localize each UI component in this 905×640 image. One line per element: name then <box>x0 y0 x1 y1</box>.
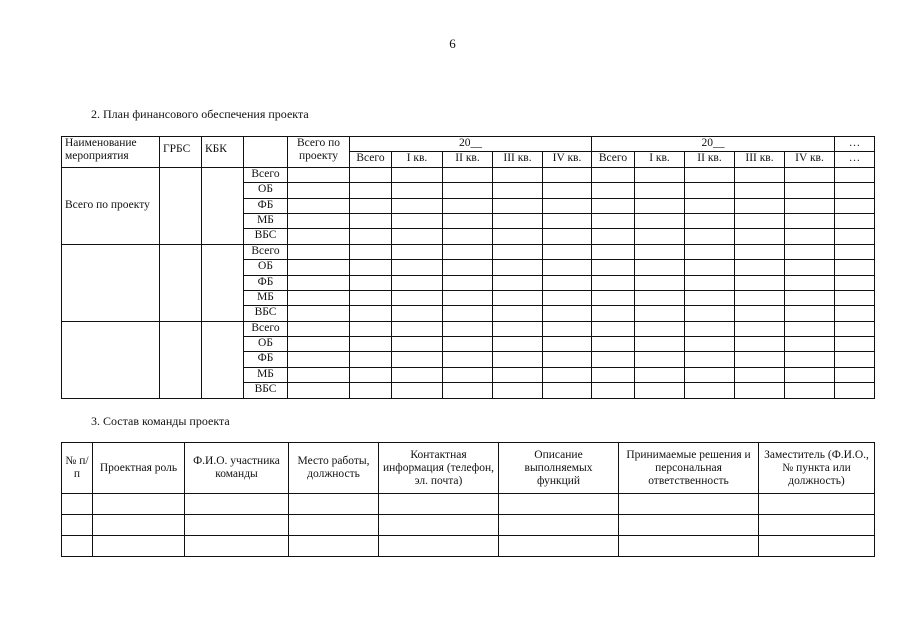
value-cell <box>288 198 350 213</box>
value-cell <box>493 167 543 182</box>
block-name <box>62 244 160 321</box>
quarter-header: II кв. <box>685 152 735 167</box>
value-cell <box>493 306 543 321</box>
team-cell <box>619 494 759 515</box>
team-cell <box>93 494 185 515</box>
source-label: ФБ <box>244 352 288 367</box>
value-cell <box>443 260 493 275</box>
value-cell <box>685 290 735 305</box>
grbs-cell <box>160 244 202 321</box>
value-cell <box>443 275 493 290</box>
table-row <box>62 244 875 259</box>
value-cell <box>392 275 443 290</box>
kbk-cell <box>202 167 244 244</box>
value-cell <box>685 337 735 352</box>
col-header-year1: 20__ <box>350 137 592 152</box>
value-cell <box>592 229 635 244</box>
value-cell <box>735 290 785 305</box>
value-cell <box>735 383 785 398</box>
source-label: ОБ <box>244 183 288 198</box>
value-cell <box>443 337 493 352</box>
value-cell <box>493 337 543 352</box>
value-cell <box>493 367 543 382</box>
value-cell <box>785 260 835 275</box>
value-cell <box>635 229 685 244</box>
value-cell <box>835 198 875 213</box>
value-cell <box>735 183 785 198</box>
value-cell <box>685 183 735 198</box>
value-cell <box>735 260 785 275</box>
col-header-kbk: КБК <box>202 137 244 168</box>
quarter-header: Всего <box>350 152 392 167</box>
value-cell <box>350 275 392 290</box>
source-label: ВБС <box>244 229 288 244</box>
value-cell <box>592 213 635 228</box>
value-cell <box>543 260 592 275</box>
value-cell <box>392 306 443 321</box>
value-cell <box>685 306 735 321</box>
value-cell <box>443 321 493 336</box>
section-3-title: 3. Состав команды проекта <box>91 414 230 428</box>
value-cell <box>685 167 735 182</box>
value-cell <box>543 352 592 367</box>
value-cell <box>785 183 835 198</box>
table-row <box>62 494 875 515</box>
team-col-header: Описание выполняемых функций <box>499 443 619 494</box>
value-cell <box>543 383 592 398</box>
team-cell <box>499 515 619 536</box>
value-cell <box>685 383 735 398</box>
value-cell <box>543 290 592 305</box>
table-row <box>62 515 875 536</box>
quarter-header: IV кв. <box>785 152 835 167</box>
value-cell <box>443 213 493 228</box>
value-cell <box>350 337 392 352</box>
value-cell <box>735 367 785 382</box>
source-label: ВБС <box>244 383 288 398</box>
value-cell <box>735 198 785 213</box>
team-col-header: Место работы, должность <box>289 443 379 494</box>
value-cell <box>350 244 392 259</box>
value-cell <box>835 275 875 290</box>
team-cell <box>289 515 379 536</box>
team-cell <box>289 536 379 557</box>
table-row <box>62 321 875 336</box>
value-cell <box>543 183 592 198</box>
value-cell <box>493 321 543 336</box>
value-cell <box>288 383 350 398</box>
value-cell <box>592 183 635 198</box>
value-cell <box>350 260 392 275</box>
block-name: Всего по проекту <box>62 167 160 244</box>
value-cell <box>288 167 350 182</box>
value-cell <box>443 229 493 244</box>
value-cell <box>735 244 785 259</box>
value-cell <box>635 213 685 228</box>
value-cell <box>835 183 875 198</box>
kbk-cell <box>202 244 244 321</box>
value-cell <box>443 198 493 213</box>
value-cell <box>785 306 835 321</box>
col-header-name: Наименование мероприятия <box>62 137 160 168</box>
team-cell <box>379 494 499 515</box>
value-cell <box>288 306 350 321</box>
value-cell <box>635 367 685 382</box>
value-cell <box>592 244 635 259</box>
value-cell <box>785 229 835 244</box>
value-cell <box>392 167 443 182</box>
value-cell <box>392 321 443 336</box>
quarter-header: III кв. <box>735 152 785 167</box>
team-cell <box>185 494 289 515</box>
team-cell <box>759 536 875 557</box>
col-header-ellipsis: … <box>835 152 875 167</box>
value-cell <box>685 213 735 228</box>
value-cell <box>493 290 543 305</box>
value-cell <box>392 244 443 259</box>
value-cell <box>685 367 735 382</box>
value-cell <box>392 198 443 213</box>
team-cell <box>93 536 185 557</box>
value-cell <box>635 321 685 336</box>
value-cell <box>543 367 592 382</box>
value-cell <box>785 367 835 382</box>
team-col-header: Контактная информация (телефон, эл. почта) <box>379 443 499 494</box>
col-header-ellipsis: … <box>835 137 875 152</box>
value-cell <box>350 306 392 321</box>
value-cell <box>443 367 493 382</box>
value-cell <box>785 337 835 352</box>
team-cell <box>379 536 499 557</box>
value-cell <box>592 306 635 321</box>
value-cell <box>592 275 635 290</box>
value-cell <box>635 306 685 321</box>
value-cell <box>735 213 785 228</box>
value-cell <box>785 244 835 259</box>
source-label: ФБ <box>244 275 288 290</box>
quarter-header: IV кв. <box>543 152 592 167</box>
value-cell <box>493 229 543 244</box>
team-cell <box>619 515 759 536</box>
source-label: МБ <box>244 367 288 382</box>
team-col-header: Проектная роль <box>93 443 185 494</box>
value-cell <box>785 275 835 290</box>
value-cell <box>835 321 875 336</box>
value-cell <box>288 337 350 352</box>
value-cell <box>288 244 350 259</box>
value-cell <box>443 290 493 305</box>
col-header-total: Всего по проекту <box>288 137 350 168</box>
team-col-header: № п/п <box>62 443 93 494</box>
col-header-source <box>244 137 288 168</box>
value-cell <box>543 198 592 213</box>
source-label: Всего <box>244 321 288 336</box>
value-cell <box>785 290 835 305</box>
value-cell <box>443 167 493 182</box>
source-label: МБ <box>244 290 288 305</box>
source-label: ОБ <box>244 260 288 275</box>
value-cell <box>392 352 443 367</box>
value-cell <box>735 337 785 352</box>
value-cell <box>288 183 350 198</box>
value-cell <box>685 275 735 290</box>
grbs-cell <box>160 167 202 244</box>
value-cell <box>493 383 543 398</box>
quarter-header: Всего <box>592 152 635 167</box>
value-cell <box>543 167 592 182</box>
value-cell <box>350 183 392 198</box>
value-cell <box>392 183 443 198</box>
team-cell <box>759 515 875 536</box>
value-cell <box>635 337 685 352</box>
value-cell <box>835 244 875 259</box>
value-cell <box>392 229 443 244</box>
value-cell <box>635 167 685 182</box>
table-row <box>62 167 875 182</box>
quarter-header: III кв. <box>493 152 543 167</box>
value-cell <box>350 290 392 305</box>
value-cell <box>592 321 635 336</box>
value-cell <box>543 306 592 321</box>
team-cell <box>759 494 875 515</box>
page-number: 6 <box>449 36 456 51</box>
table-row <box>62 536 875 557</box>
value-cell <box>835 367 875 382</box>
value-cell <box>392 383 443 398</box>
value-cell <box>350 213 392 228</box>
grbs-cell <box>160 321 202 398</box>
value-cell <box>835 229 875 244</box>
value-cell <box>392 337 443 352</box>
value-cell <box>350 198 392 213</box>
value-cell <box>635 198 685 213</box>
value-cell <box>350 352 392 367</box>
value-cell <box>592 290 635 305</box>
value-cell <box>592 383 635 398</box>
team-table <box>61 442 875 557</box>
source-label: ФБ <box>244 198 288 213</box>
team-col-header: Принимаемые решения и персональная ответственность <box>619 443 759 494</box>
value-cell <box>543 321 592 336</box>
value-cell <box>592 337 635 352</box>
value-cell <box>288 275 350 290</box>
value-cell <box>635 383 685 398</box>
value-cell <box>288 367 350 382</box>
value-cell <box>493 244 543 259</box>
value-cell <box>350 383 392 398</box>
value-cell <box>685 321 735 336</box>
value-cell <box>350 367 392 382</box>
value-cell <box>493 275 543 290</box>
value-cell <box>785 352 835 367</box>
team-cell <box>619 536 759 557</box>
team-cell <box>379 515 499 536</box>
team-cell <box>185 515 289 536</box>
value-cell <box>350 321 392 336</box>
team-cell <box>62 494 93 515</box>
value-cell <box>443 244 493 259</box>
team-cell <box>62 515 93 536</box>
team-cell <box>93 515 185 536</box>
value-cell <box>685 229 735 244</box>
value-cell <box>592 167 635 182</box>
col-header-grbs: ГРБС <box>160 137 202 168</box>
value-cell <box>288 260 350 275</box>
value-cell <box>735 321 785 336</box>
value-cell <box>735 229 785 244</box>
block-name <box>62 321 160 398</box>
value-cell <box>288 213 350 228</box>
quarter-header: I кв. <box>392 152 443 167</box>
team-cell <box>499 536 619 557</box>
value-cell <box>735 275 785 290</box>
value-cell <box>785 198 835 213</box>
team-cell <box>185 536 289 557</box>
source-label: ОБ <box>244 337 288 352</box>
value-cell <box>543 244 592 259</box>
source-label: Всего <box>244 167 288 182</box>
value-cell <box>443 183 493 198</box>
team-cell <box>62 536 93 557</box>
value-cell <box>685 260 735 275</box>
value-cell <box>592 367 635 382</box>
team-col-header: Ф.И.О. участника команды <box>185 443 289 494</box>
value-cell <box>835 306 875 321</box>
kbk-cell <box>202 321 244 398</box>
value-cell <box>635 290 685 305</box>
value-cell <box>685 244 735 259</box>
value-cell <box>735 167 785 182</box>
value-cell <box>392 290 443 305</box>
value-cell <box>350 167 392 182</box>
value-cell <box>635 244 685 259</box>
value-cell <box>835 167 875 182</box>
value-cell <box>493 198 543 213</box>
quarter-header: I кв. <box>635 152 685 167</box>
value-cell <box>685 198 735 213</box>
value-cell <box>288 352 350 367</box>
value-cell <box>493 260 543 275</box>
value-cell <box>592 352 635 367</box>
value-cell <box>635 275 685 290</box>
value-cell <box>543 213 592 228</box>
value-cell <box>543 337 592 352</box>
col-header-year2: 20__ <box>592 137 835 152</box>
value-cell <box>592 260 635 275</box>
value-cell <box>635 183 685 198</box>
value-cell <box>635 352 685 367</box>
quarter-header: II кв. <box>443 152 493 167</box>
value-cell <box>350 229 392 244</box>
value-cell <box>288 321 350 336</box>
section-2-title: 2. План финансового обеспечения проекта <box>91 107 309 121</box>
source-label: МБ <box>244 213 288 228</box>
value-cell <box>392 213 443 228</box>
value-cell <box>785 213 835 228</box>
value-cell <box>493 183 543 198</box>
value-cell <box>493 352 543 367</box>
value-cell <box>392 367 443 382</box>
value-cell <box>288 229 350 244</box>
value-cell <box>835 213 875 228</box>
value-cell <box>443 352 493 367</box>
value-cell <box>835 337 875 352</box>
team-cell <box>499 494 619 515</box>
value-cell <box>735 352 785 367</box>
value-cell <box>592 198 635 213</box>
value-cell <box>288 290 350 305</box>
team-cell <box>289 494 379 515</box>
value-cell <box>543 229 592 244</box>
value-cell <box>635 260 685 275</box>
team-col-header: Заместитель (Ф.И.О., № пункта или должность) <box>759 443 875 494</box>
source-label: ВБС <box>244 306 288 321</box>
value-cell <box>835 290 875 305</box>
value-cell <box>685 352 735 367</box>
value-cell <box>443 306 493 321</box>
source-label: Всего <box>244 244 288 259</box>
value-cell <box>785 167 835 182</box>
financial-plan-table <box>61 136 875 399</box>
value-cell <box>543 275 592 290</box>
value-cell <box>493 213 543 228</box>
value-cell <box>735 306 785 321</box>
value-cell <box>835 260 875 275</box>
value-cell <box>443 383 493 398</box>
value-cell <box>392 260 443 275</box>
value-cell <box>785 383 835 398</box>
value-cell <box>785 321 835 336</box>
value-cell <box>835 383 875 398</box>
value-cell <box>835 352 875 367</box>
